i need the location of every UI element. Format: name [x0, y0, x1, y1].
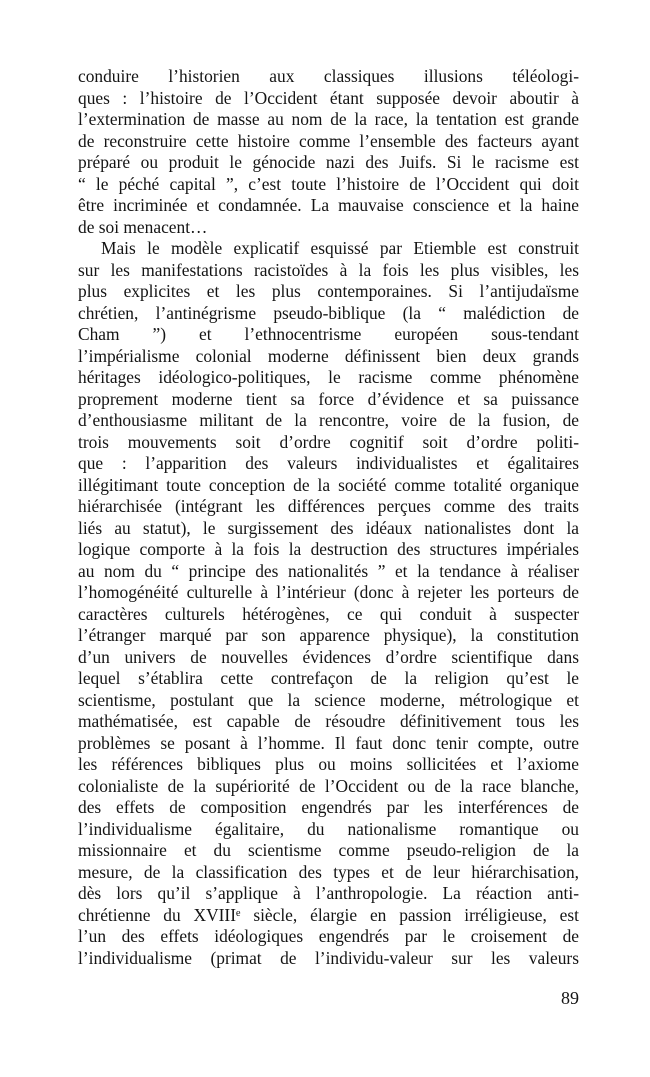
text-line: des effets de composition engendrés par les interférences de [78, 797, 579, 817]
text-line: l’impérialisme colonial moderne définissent bien deux grands [78, 345, 579, 366]
text-line: lequel s’établira cette contrefaçon de la religion qu’est le [78, 668, 579, 688]
text-line: mesure, de la classification des types et de leur hiérarchisation, [78, 861, 579, 882]
text-line: problèmes se posant à l’homme. Il faut donc tenir compte, outre [78, 732, 579, 753]
body-text [78, 66, 579, 969]
text-line: plus explicites et les plus contemporaines. Si l’antijudaïsme [78, 281, 579, 301]
text-line: l’individualisme (primat de l’individu-valeur sur les valeurs [78, 947, 579, 968]
text-line: d’un univers de nouvelles évidences d’ordre scientifique dans [78, 646, 579, 667]
text-line: préparé ou produit le génocide nazi des Juifs. Si le racisme est [78, 152, 579, 172]
text-line: Mais le modèle explicatif esquissé par Etiemble est construit [101, 238, 579, 258]
text-line: l’un des effets idéologiques engendrés par le croisement de [78, 926, 579, 946]
text-line: scientisme, postulant que la science moderne, métrologique et [78, 689, 579, 710]
text-line: que : l’apparition des valeurs individualistes et égalitaires [78, 453, 579, 473]
text-line: caractères culturels hétérogènes, ce qui conduit à suspecter [78, 603, 579, 624]
text-line: conduire l’historien aux classiques illusions téléologi- [78, 66, 579, 86]
text-line: sur les manifestations racistoïdes à la fois les plus visibles, les [78, 259, 579, 280]
page-number: 89 [561, 988, 579, 1008]
text-line: l’étranger marqué par son apparence physique), la constitution [78, 625, 579, 645]
text-line: “ le péché capital ”, c’est toute l’histoire de l’Occident qui doit [78, 173, 579, 194]
text-line: Cham ”) et l’ethnocentrisme européen sous-tendant [78, 324, 579, 344]
text-line: d’enthousiasme militant de la rencontre, voire de la fusion, de [78, 410, 579, 430]
text-line: hiérarchisée (intégrant les différences perçues comme des traits [78, 496, 579, 516]
text-line: être incriminée et condamnée. La mauvaise conscience et la haine [78, 195, 579, 215]
text-line: l’homogénéité culturelle à l’intérieur (donc à rejeter les porteurs de [78, 582, 579, 602]
text-line: dès lors qu’il s’applique à l’anthropologie. La réaction anti- [78, 883, 579, 903]
text-line: ques : l’histoire de l’Occident étant supposée devoir aboutir à [78, 87, 579, 108]
text-line: héritages idéologico-politiques, le racisme comme phénomène [78, 367, 579, 387]
text-line: mathématisée, est capable de résoudre définitivement tous les [78, 711, 579, 731]
text-line: l’extermination de masse au nom de la race, la tentation est grande [78, 109, 579, 129]
paragraph [78, 238, 579, 969]
text-line: les références bibliques plus ou moins sollicitées et l’axiome [78, 754, 579, 774]
text-line: de reconstruire cette histoire comme l’ensemble des facteurs ayant [78, 130, 579, 151]
text-line: chrétienne du XVIIIᵉ siècle, élargie en passion irréligieuse, est [78, 904, 579, 925]
text-line: au nom du “ principe des nationalités ” et la tendance à réaliser [78, 560, 579, 581]
text-line: trois mouvements soit d’ordre cognitif soit d’ordre politi- [78, 431, 579, 452]
text-line: illégitimant toute conception de la société comme totalité organique [78, 474, 579, 495]
text-line: de soi menacent… [78, 216, 208, 237]
paragraph [78, 66, 579, 238]
text-line: logique comporte à la fois la destruction des structures impériales [78, 539, 579, 559]
text-line: colonialiste de la supériorité de l’Occident ou de la race blanche, [78, 775, 579, 796]
text-line: l’individualisme égalitaire, du nationalisme romantique ou [78, 818, 579, 839]
text-line: chrétien, l’antinégrisme pseudo-biblique (la “ malédiction de [78, 302, 579, 323]
text-line: proprement moderne tient sa force d’évidence et sa puissance [78, 388, 579, 409]
text-line: missionnaire et du scientisme comme pseudo-religion de la [78, 840, 579, 860]
text-line: liés au statut), le surgissement des idéaux nationalistes dont la [78, 517, 579, 538]
